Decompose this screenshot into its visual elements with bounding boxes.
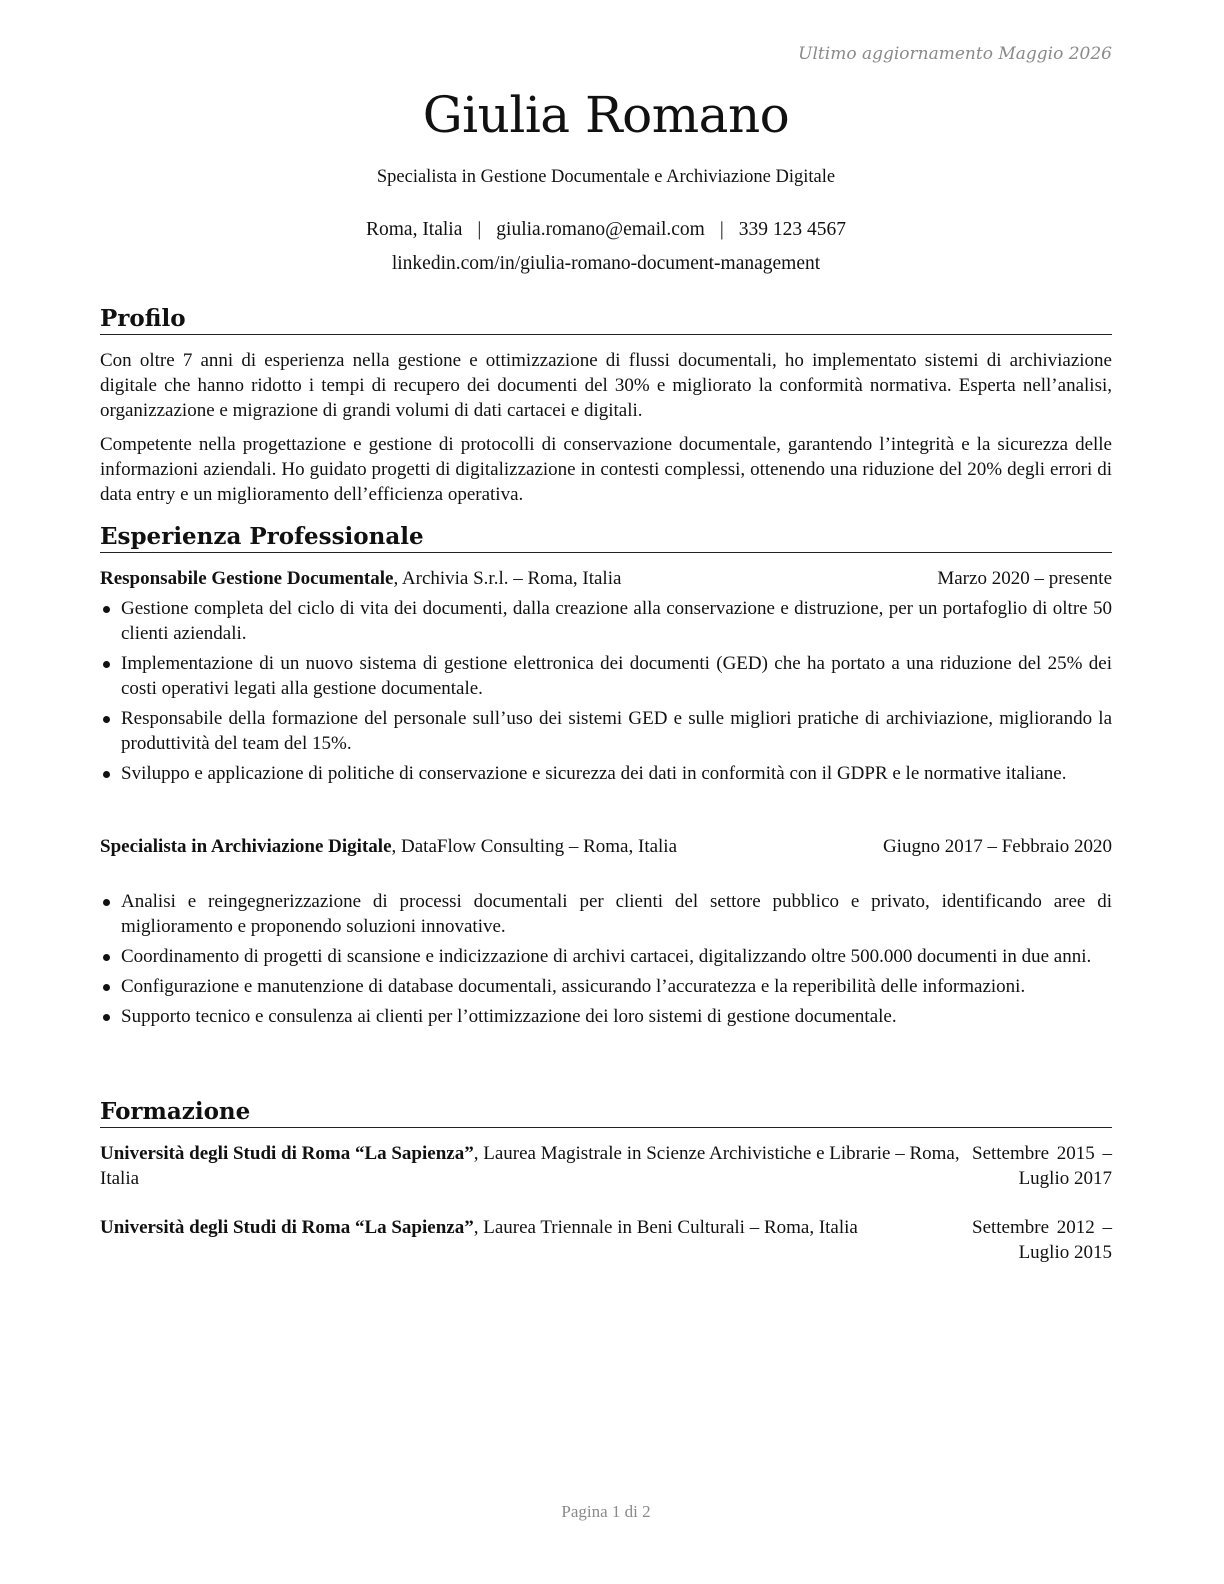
profile-paragraph: Competente nella progettazione e gestione di protocolli di conservazione documentale, garantendo l’integrità e la sicurezza delle informazioni aziendali. Ho guidato progetti di digitalizzazione in contesti complessi, ottenendo una riduzione del 20% degli errori di data entry e un miglioramento dell’efficienza operativa.	[100, 434, 1112, 505]
bullet-icon	[103, 606, 110, 613]
bullet-icon	[103, 899, 110, 906]
education-dates: Settembre 2015 – Luglio 2017	[972, 1143, 1112, 1189]
section-title-education: Formazione	[100, 1098, 1112, 1128]
education-school: Università degli Studi di Roma “La Sapienza”	[100, 1217, 474, 1238]
bullet-icon	[103, 771, 110, 778]
job-company: , DataFlow Consulting – Roma, Italia	[391, 836, 678, 857]
job-dates: Giugno 2017 – Febbraio 2020	[882, 836, 1112, 857]
contact-email[interactable]: giulia.romano@email.com	[496, 219, 705, 240]
profile-paragraph: Con oltre 7 anni di esperienza nella gestione e ottimizzazione di flussi documentali, ho implementato sistemi di archiviazione digitale che hanno ridotto i tempi di recupero dei documenti del 30% e migliorato la conformità normativa. Esperta nell’analisi, organizzazione e migrazione di grandi volumi di dati cartacei e digitali.	[100, 350, 1112, 421]
job-title-line	[100, 834, 677, 859]
list-item	[100, 706, 1112, 756]
contact-phone[interactable]: 339 123 4567	[738, 219, 847, 240]
education-title-line	[100, 1215, 975, 1240]
list-item	[100, 1004, 1112, 1029]
bullet-text: Supporto tecnico e consulenza ai clienti per l’ottimizzazione dei loro sistemi di gestione documentale.	[121, 1006, 897, 1027]
job-bullets	[100, 889, 1112, 1034]
bullet-text: Analisi e reingegnerizzazione di processi documentali per clienti del settore pubblico e privato, identificando aree di miglioramento e proponendo soluzioni innovative.	[121, 891, 1112, 937]
job-dates: Marzo 2020 – presente	[937, 568, 1112, 589]
bullet-text: Responsabile della formazione del personale sull’uso dei sistemi GED e sulle migliori pratiche di archiviazione, migliorando la produttività del team del 15%.	[121, 708, 1112, 754]
bullet-icon	[103, 661, 110, 668]
list-item	[100, 651, 1112, 701]
job-header	[100, 566, 1112, 591]
education-title-line	[100, 1141, 975, 1191]
list-item	[100, 944, 1112, 969]
contact-info	[100, 219, 1112, 241]
education-degree: , Laurea Triennale in Beni Culturali – Roma, Italia	[473, 1217, 858, 1238]
last-updated-note: Ultimo aggiornamento Maggio 2026	[798, 44, 1112, 64]
bullet-icon	[103, 984, 110, 991]
job-title-line	[100, 566, 621, 591]
list-item	[100, 974, 1112, 999]
resume-page	[100, 0, 1112, 1584]
bullet-icon	[103, 1014, 110, 1021]
bullet-text: Coordinamento di progetti di scansione e indicizzazione di archivi cartacei, digitalizzando oltre 500.000 documenti in due anni.	[121, 946, 1092, 967]
contact-separator: |	[719, 219, 724, 240]
contact-separator: |	[477, 219, 482, 240]
candidate-headline: Specialista in Gestione Documentale e Archiviazione Digitale	[376, 167, 836, 187]
education-degree: , Laurea Magistrale in Scienze Archivistiche e Librarie – Roma, Italia	[100, 1143, 960, 1189]
list-item	[100, 596, 1112, 646]
bullet-icon	[103, 716, 110, 723]
job-role: Responsabile Gestione Documentale	[100, 568, 394, 589]
contact-linkedin[interactable]: linkedin.com/in/giulia-romano-document-management	[391, 253, 821, 274]
job-company: , Archivia S.r.l. – Roma, Italia	[393, 568, 622, 589]
bullet-text: Sviluppo e applicazione di politiche di conservazione e sicurezza dei dati in conformità con il GDPR e le normative italiane.	[121, 763, 1067, 784]
bullet-text: Implementazione di un nuovo sistema di gestione elettronica dei documenti (GED) che ha portato a una riduzione del 25% dei costi operativi legati alla gestione documentale.	[121, 653, 1112, 699]
bullet-text: Configurazione e manutenzione di database documentali, assicurando l’accuratezza e la reperibilità delle informazioni.	[121, 976, 1026, 997]
education-dates: Settembre 2012 – Luglio 2015	[972, 1217, 1112, 1263]
job-bullets	[100, 596, 1112, 791]
job-header	[100, 834, 1112, 884]
page-number: Pagina 1 di 2	[561, 1502, 651, 1521]
education-entry	[100, 1141, 1112, 1191]
list-item	[100, 761, 1112, 786]
education-entry	[100, 1215, 1112, 1265]
education-school: Università degli Studi di Roma “La Sapienza”	[100, 1143, 474, 1164]
contact-location: Roma, Italia	[365, 219, 463, 240]
job-role: Specialista in Archiviazione Digitale	[100, 836, 392, 857]
candidate-name: Giulia Romano	[422, 86, 790, 144]
bullet-text: Gestione completa del ciclo di vita dei documenti, dalla creazione alla conservazione e distruzione, per un portafoglio di oltre 50 clienti aziendali.	[121, 598, 1112, 644]
list-item	[100, 889, 1112, 939]
section-title-experience: Esperienza Professionale	[100, 523, 1112, 553]
section-title-profile: Profilo	[100, 305, 1112, 335]
bullet-icon	[103, 954, 110, 961]
